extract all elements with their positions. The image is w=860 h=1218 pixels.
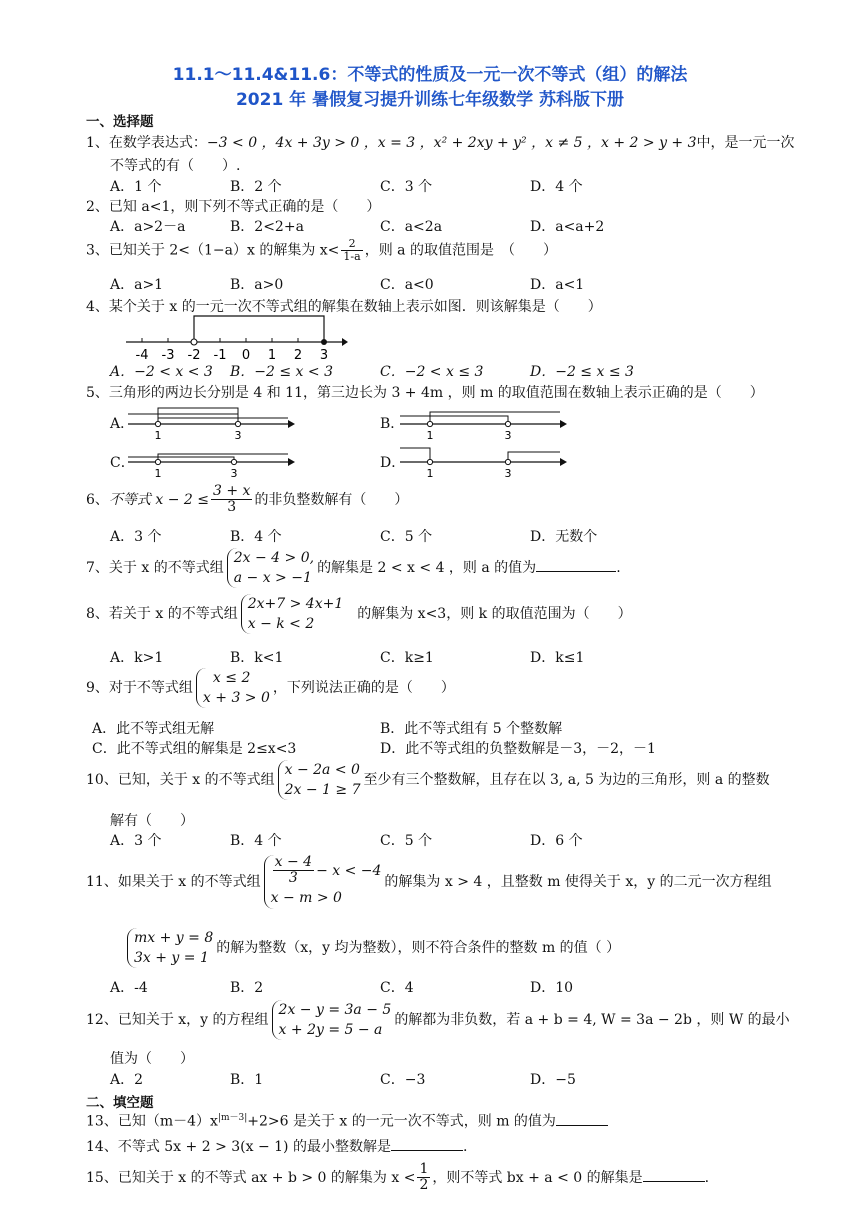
q11-stem: [86, 855, 772, 909]
q15-number: 15、: [86, 1169, 118, 1186]
q12-option-c[interactable]: C．−3: [380, 1072, 426, 1088]
q12-stem: [86, 1000, 790, 1040]
q10-option-b[interactable]: B．4 个: [230, 833, 282, 849]
q7-text-a: 关于 x 的不等式组: [108, 560, 224, 576]
q7-sys-line-1: 2x − 4 > 0,: [233, 550, 315, 566]
q4-option-c[interactable]: C．−2 < x ≤ 3: [380, 364, 484, 380]
q4-axis-arrow: [342, 338, 348, 346]
q12-equation-system: [272, 1000, 392, 1040]
q14-end: .: [462, 1139, 468, 1155]
q12-sys-line-1: 2x − y = 3a − 5: [278, 1002, 392, 1018]
q3-option-b[interactable]: B．a>0: [230, 277, 284, 293]
q7-inequality-system: [227, 548, 314, 588]
q10-number: 10、: [86, 772, 118, 788]
q10-inequality-system: [278, 760, 361, 800]
q6-text-b: 的非负整数解有（ ）: [254, 491, 409, 508]
q4-tick-label: -2: [187, 348, 201, 362]
q11-equation-system: [127, 928, 213, 968]
q1-option-a[interactable]: A．1 个: [110, 179, 162, 195]
q3-option-d[interactable]: D．a<1: [530, 277, 585, 293]
q14-answer-blank[interactable]: [391, 1150, 463, 1151]
q5-option-d-label[interactable]: D．: [380, 455, 406, 471]
q10-sys-line-2: 2x − 1 ≥ 7: [284, 782, 361, 798]
q4-tick-label: 3: [319, 348, 329, 362]
q2-option-b[interactable]: B．2<2+a: [230, 219, 304, 235]
q9-text-b: ，下列说法正确的是（ ）: [272, 680, 455, 696]
q8-sys-line-2: x − k < 2: [247, 616, 315, 632]
q5-text: 三角形的两边长分别是 4 和 11，第三边长为 3 + 4m ，则 m 的取值范围在数轴上表示正确的是（ ）: [108, 385, 764, 401]
q15-end: .: [704, 1169, 710, 1186]
q3-number: 3、: [86, 242, 109, 259]
q9-stem: [86, 668, 455, 708]
q6-frac-numerator: 3 + x: [213, 483, 251, 499]
q5-d-tick-1: 1: [426, 467, 434, 480]
q3-option-a[interactable]: A．a>1: [110, 277, 164, 293]
q4-stem: [86, 296, 602, 316]
q2-stem: [86, 196, 380, 216]
q5-option-b-number-line[interactable]: [400, 402, 570, 442]
q12-number: 12、: [86, 1012, 118, 1028]
q10-options: [110, 830, 830, 850]
q15-frac-numerator: 1: [419, 1161, 429, 1177]
q12-option-b[interactable]: B．1: [230, 1072, 264, 1088]
q13-stem: [86, 1110, 608, 1131]
q11-text-a: 如果关于 x 的不等式组: [117, 873, 261, 890]
q2-option-a[interactable]: A．a>2－a: [110, 219, 186, 235]
q11-option-b[interactable]: B．2: [230, 980, 264, 996]
q8-options: [110, 647, 830, 667]
q11-sys-line-2: x − m > 0: [270, 889, 342, 906]
q3-frac-numerator: 2: [341, 238, 362, 251]
q9-sys-line-1: x ≤ 2: [212, 670, 251, 686]
q4-number: 4、: [86, 299, 109, 315]
q12-stem-cont: 值为（ ）: [110, 1051, 194, 1067]
q5-d-tick-3: 3: [504, 467, 512, 480]
q10-sys-line-1: x − 2a < 0: [284, 762, 360, 778]
q10-option-d[interactable]: D．6 个: [530, 833, 583, 849]
q5-option-c-number-line[interactable]: [128, 440, 298, 480]
q12-options: [110, 1069, 830, 1089]
q4-solution-bracket: [194, 316, 324, 342]
q6-option-c[interactable]: C．5 个: [380, 529, 433, 545]
q5-option-a-label[interactable]: A．: [110, 416, 135, 432]
q11-frac-numerator: x − 4: [274, 854, 313, 870]
q8-stem: [86, 594, 632, 634]
q8-sys-line-1: 2x+7 > 4x+1: [247, 596, 344, 612]
q5-number: 5、: [86, 385, 109, 401]
q1-expressions: −3 < 0 ，4x + 3y > 0 ，x = 3 ，x² + 2xy + y² ，x ≠ 5 ，x + 2 > y + 3: [206, 135, 697, 151]
q6-frac-denominator: 3: [227, 499, 237, 516]
q11-options: [110, 977, 830, 997]
q6-number: 6、: [86, 491, 109, 508]
q5-option-c-label[interactable]: C．: [110, 455, 135, 471]
q3-frac-denominator: 1-a: [343, 250, 361, 264]
q11-option-d[interactable]: D．10: [530, 980, 574, 996]
q9-text-a: 对于不等式组: [108, 680, 193, 696]
q14-text: 不等式 5x + 2 > 3(x − 1) 的最小整数解是: [117, 1139, 391, 1155]
section-fill-heading: 二、填空题: [86, 1095, 154, 1111]
q9-option-b[interactable]: B．此不等式组有 5 个整数解: [380, 721, 563, 737]
q4-tick-label: -4: [135, 348, 149, 362]
q4-tick-label: 2: [293, 348, 303, 362]
q9-option-a[interactable]: A．此不等式组无解: [92, 721, 215, 737]
q1-option-b[interactable]: B．2 个: [230, 179, 282, 195]
q1-text-a: 在数学表达式：: [108, 135, 207, 151]
q2-option-c[interactable]: C．a<2a: [380, 219, 443, 235]
q1-option-d[interactable]: D．4 个: [530, 179, 583, 195]
q1-stem-cont: 不等式的有（ ）.: [110, 158, 241, 174]
q11-text-b: 的解集为 x > 4 ，且整数 m 使得关于 x，y 的二元一次方程组: [384, 873, 772, 890]
q10-text-b: 至少有三个整数解，且存在以 3, a, 5 为边的三角形，则 a 的整数: [363, 772, 770, 788]
q10-option-a[interactable]: A．3 个: [110, 833, 162, 849]
q11-text-c: 的解为整数（x，y 均为整数），则不符合条件的整数 m 的值（ ）: [216, 940, 621, 956]
q3-fraction: [341, 238, 362, 263]
q6-fraction: [211, 484, 252, 516]
section-choice-heading: 一、选择题: [86, 114, 154, 130]
q1-text-b: 中，是一元一次: [696, 135, 795, 151]
q5-option-d-number-line[interactable]: [400, 440, 570, 480]
q11-frac-denominator: 3: [288, 870, 298, 887]
q8-text-a: 若关于 x 的不等式组: [108, 606, 238, 622]
q4-option-d[interactable]: D．−2 ≤ x ≤ 3: [530, 364, 634, 380]
q11-option-a[interactable]: A．-4: [110, 980, 148, 996]
q8-inequality-system: [241, 594, 344, 634]
q7-answer-blank[interactable]: [536, 571, 616, 572]
q10-option-c[interactable]: C．5 个: [380, 833, 433, 849]
q9-sys-line-2: x + 3 > 0: [202, 690, 270, 706]
q7-sys-line-2: a − x > −1: [233, 570, 312, 586]
q9-inequality-system: [196, 668, 270, 708]
q4-tick-label: -3: [161, 348, 175, 362]
q12-text-b: 的解都为非负数，若 a + b = 4, W = 3a − 2b ，则 W 的最小: [394, 1012, 790, 1028]
q10-stem: [86, 760, 770, 800]
q1-stem: [86, 132, 795, 152]
q5-c-tick-3: 3: [230, 467, 238, 480]
q1-number: 1、: [86, 135, 109, 151]
q8-number: 8、: [86, 606, 109, 622]
q7-text-c: .: [616, 560, 621, 576]
q13-number: 13、: [86, 1113, 118, 1130]
q5-c-tick-1: 1: [154, 467, 162, 480]
q5-a-tick-3: 3: [234, 429, 242, 442]
q13-answer-blank[interactable]: [556, 1125, 608, 1126]
q15-frac-denominator: 2: [419, 1177, 429, 1194]
q15-answer-blank[interactable]: [643, 1181, 705, 1182]
q13-exponent: |m－3|: [217, 1113, 248, 1123]
title-line-1: 11.1～11.4&11.6：不等式的性质及一元一次不等式（组）的解法: [172, 65, 688, 85]
q12-sys-line-2: x + 2y = 5 − a: [278, 1022, 383, 1038]
q14-stem: [86, 1136, 467, 1156]
q14-number: 14、: [86, 1139, 118, 1155]
q8-option-d[interactable]: D．k≤1: [530, 650, 585, 666]
q4-number-line: [120, 314, 350, 362]
q2-number: 2、: [86, 199, 109, 215]
q4-open-point: [191, 339, 197, 345]
q6-option-b[interactable]: B．4 个: [230, 529, 282, 545]
q12-text-a: 已知关于 x，y 的方程组: [117, 1012, 269, 1028]
q8-option-a[interactable]: A．k>1: [110, 650, 164, 666]
q6-options: [110, 526, 830, 546]
q10-stem-cont: 解有（ ）: [110, 813, 194, 829]
q5-b-tick-3: 3: [504, 429, 512, 442]
q1-option-c[interactable]: C．3 个: [380, 179, 433, 195]
q4-option-b[interactable]: B．−2 ≤ x < 3: [230, 364, 333, 380]
q4-tick-label: -1: [213, 348, 227, 362]
q7-number: 7、: [86, 560, 109, 576]
q11-sys-line-1-rest: − x < −4: [316, 862, 382, 879]
q9-number: 9、: [86, 680, 109, 696]
q15-fraction: [417, 1162, 430, 1194]
title-line-2: 2021 年 暑假复习提升训练七年级数学 苏科版下册: [235, 90, 625, 110]
q6-text-a: 不等式 x − 2 ≤: [108, 491, 209, 508]
q13-text-a: 已知（m－4）x: [117, 1113, 218, 1130]
q2-options: [110, 216, 830, 236]
q3-stem: [86, 238, 557, 263]
q5-b-tick-1: 1: [426, 429, 434, 442]
q4-tick-label: 1: [267, 348, 277, 362]
q12-option-d[interactable]: D．−5: [530, 1072, 576, 1088]
q15-stem: [86, 1162, 709, 1194]
q11-number: 11、: [86, 873, 118, 890]
q4-options: [110, 361, 830, 381]
q5-a-tick-1: 1: [154, 429, 162, 442]
q11-fraction: [273, 855, 314, 887]
q4-closed-point: [321, 339, 327, 345]
q2-text: 已知 a<1，则下列不等式正确的是（ ）: [108, 199, 381, 215]
q7-stem: [86, 548, 621, 588]
q8-option-b[interactable]: B．k<1: [230, 650, 284, 666]
q11-stem-cont: [124, 928, 620, 968]
q8-option-c[interactable]: C．k≥1: [380, 650, 434, 666]
q6-option-a[interactable]: A．3 个: [110, 529, 162, 545]
q12-option-a[interactable]: A．2: [110, 1072, 144, 1088]
q9-option-d[interactable]: D．此不等式组的负整数解是－3，－2，－1: [380, 741, 656, 757]
q15-text-b: ，则不等式 bx + a < 0 的解集是: [432, 1169, 643, 1186]
q5-stem: [86, 382, 764, 402]
q11-option-c[interactable]: C．4: [380, 980, 414, 996]
q11-eq-line-1: mx + y = 8: [134, 930, 214, 946]
q8-text-b: 的解集为 x<3，则 k 的取值范围为（ ）: [357, 606, 632, 622]
q4-text: 某个关于 x 的一元一次不等式组的解集在数轴上表示如图．则该解集是（ ）: [108, 299, 602, 315]
q15-text-a: 已知关于 x 的不等式 ax + b > 0 的解集为 x <: [117, 1169, 416, 1186]
q11-sys-line-1: [271, 855, 382, 887]
q11-eq-line-2: 3x + y = 1: [134, 950, 209, 966]
q6-option-d[interactable]: D．无数个: [530, 529, 598, 545]
q13-text-b: +2>6 是关于 x 的一元一次不等式，则 m 的值为: [247, 1113, 556, 1130]
q10-text-a: 已知，关于 x 的不等式组: [117, 772, 275, 788]
q9-option-c[interactable]: C．此不等式组的解集是 2≤x<3: [92, 741, 297, 757]
q3-options: [110, 274, 830, 294]
q5-option-b-label[interactable]: B．: [380, 416, 405, 432]
q2-option-d[interactable]: D．a<a+2: [530, 219, 605, 235]
q11-inequality-system: [264, 855, 382, 909]
q3-option-c[interactable]: C．a<0: [380, 277, 434, 293]
q4-option-a[interactable]: A．−2 < x < 3: [110, 364, 213, 380]
q5-option-a-number-line[interactable]: [128, 402, 298, 442]
q4-tick-label: 0: [241, 348, 251, 362]
q6-stem: [86, 484, 408, 516]
q3-text-b: ，则 a 的取值范围是 （ ）: [364, 242, 557, 259]
q3-text-a: 已知关于 2<（1−a）x 的解集为 x<: [108, 242, 340, 259]
q1-options: [110, 176, 830, 196]
q7-text-b: 的解集是 2 < x < 4 ，则 a 的值为: [317, 560, 537, 576]
